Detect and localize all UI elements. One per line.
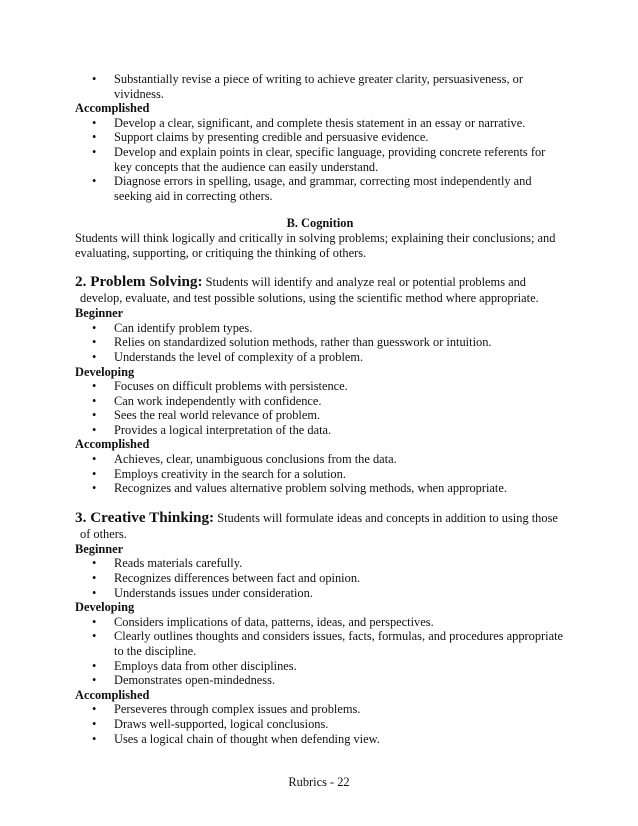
creative-thinking-heading bbox=[75, 510, 565, 542]
list-item: • Develop a clear, significant, and complete thesis statement in an essay or narrative. bbox=[75, 116, 565, 131]
level-heading-beginner: Beginner bbox=[75, 541, 124, 556]
problem-solving-heading bbox=[75, 274, 565, 306]
list-item: • Perseveres through complex issues and problems. bbox=[75, 702, 565, 717]
list-item: • Achieves, clear, unambiguous conclusions from the data. bbox=[75, 452, 565, 467]
list-item: • Employs data from other disciplines. bbox=[75, 659, 565, 674]
section-title: 2. Problem Solving: bbox=[75, 273, 203, 291]
list-item: • Can identify problem types. bbox=[75, 321, 565, 336]
list-item: • Recognizes and values alternative problem solving methods, when appropriate. bbox=[75, 481, 565, 496]
level-heading-beginner: Beginner bbox=[75, 306, 124, 321]
list-item: • Reads materials carefully. bbox=[75, 556, 565, 571]
creative-thinking-developing-list bbox=[75, 615, 565, 688]
page-footer: Rubrics - 22 bbox=[288, 775, 350, 789]
list-item: • Demonstrates open-mindedness. bbox=[75, 673, 565, 688]
list-item: • Support claims by presenting credible and persuasive evidence. bbox=[75, 130, 565, 145]
list-item: • Understands issues under consideration. bbox=[75, 586, 565, 601]
cognition-intro: Students will think logically and critically in solving problems; explaining their conclusions; and evaluating, supporting, or critiquing the thinking of others. bbox=[75, 230, 556, 260]
creative-thinking-beginner-list bbox=[75, 556, 565, 600]
level-heading-developing: Developing bbox=[75, 600, 135, 615]
section-heading-cognition: B. Cognition bbox=[286, 216, 354, 231]
list-item: • Employs creativity in the search for a solution. bbox=[75, 467, 565, 482]
section-title: 3. Creative Thinking: bbox=[75, 508, 215, 526]
list-item: • Understands the level of complexity of a problem. bbox=[75, 350, 565, 365]
list-item: • Develop and explain points in clear, specific language, providing concrete referents for key concepts that the audience can easily understand. bbox=[75, 145, 565, 174]
level-heading-accomplished: Accomplished bbox=[75, 101, 150, 116]
document-page bbox=[75, 72, 565, 746]
problem-solving-accomplished-list bbox=[75, 452, 565, 496]
section-description-cont: of others. bbox=[80, 526, 127, 541]
list-item: • Sees the real world relevance of problem. bbox=[75, 408, 565, 423]
creative-thinking-accomplished-list bbox=[75, 702, 565, 746]
level-heading-accomplished: Accomplished bbox=[75, 687, 150, 702]
list-item: • Substantially revise a piece of writing to achieve greater clarity, persuasiveness, or vividness. bbox=[75, 72, 565, 101]
level-heading-accomplished: Accomplished bbox=[75, 437, 150, 452]
writing-bullet-list bbox=[75, 72, 565, 101]
level-heading-developing: Developing bbox=[75, 364, 135, 379]
list-item: • Clearly outlines thoughts and considers issues, facts, formulas, and procedures appropriate to the discipline. bbox=[75, 629, 565, 658]
list-item: • Provides a logical interpretation of the data. bbox=[75, 423, 565, 438]
writing-accomplished-list bbox=[75, 116, 565, 204]
list-item: • Recognizes differences between fact and opinion. bbox=[75, 571, 565, 586]
list-item: • Focuses on difficult problems with persistence. bbox=[75, 379, 565, 394]
list-item: • Uses a logical chain of thought when defending view. bbox=[75, 732, 565, 747]
problem-solving-developing-list bbox=[75, 379, 565, 437]
list-item: • Diagnose errors in spelling, usage, and grammar, correcting most independently and seeking aid in correcting others. bbox=[75, 174, 565, 203]
list-item: • Considers implications of data, patterns, ideas, and perspectives. bbox=[75, 615, 565, 630]
section-description: Students will formulate ideas and concepts in addition to using those bbox=[214, 510, 558, 525]
list-item: • Can work independently with confidence. bbox=[75, 394, 565, 409]
list-item: • Relies on standardized solution methods, rather than guesswork or intuition. bbox=[75, 335, 565, 350]
list-item: • Draws well-supported, logical conclusions. bbox=[75, 717, 565, 732]
problem-solving-beginner-list bbox=[75, 321, 565, 365]
section-description-cont: develop, evaluate, and test possible solutions, using the scientific method where appropriate. bbox=[80, 291, 539, 306]
section-description: Students will identify and analyze real or potential problems and bbox=[202, 275, 527, 290]
